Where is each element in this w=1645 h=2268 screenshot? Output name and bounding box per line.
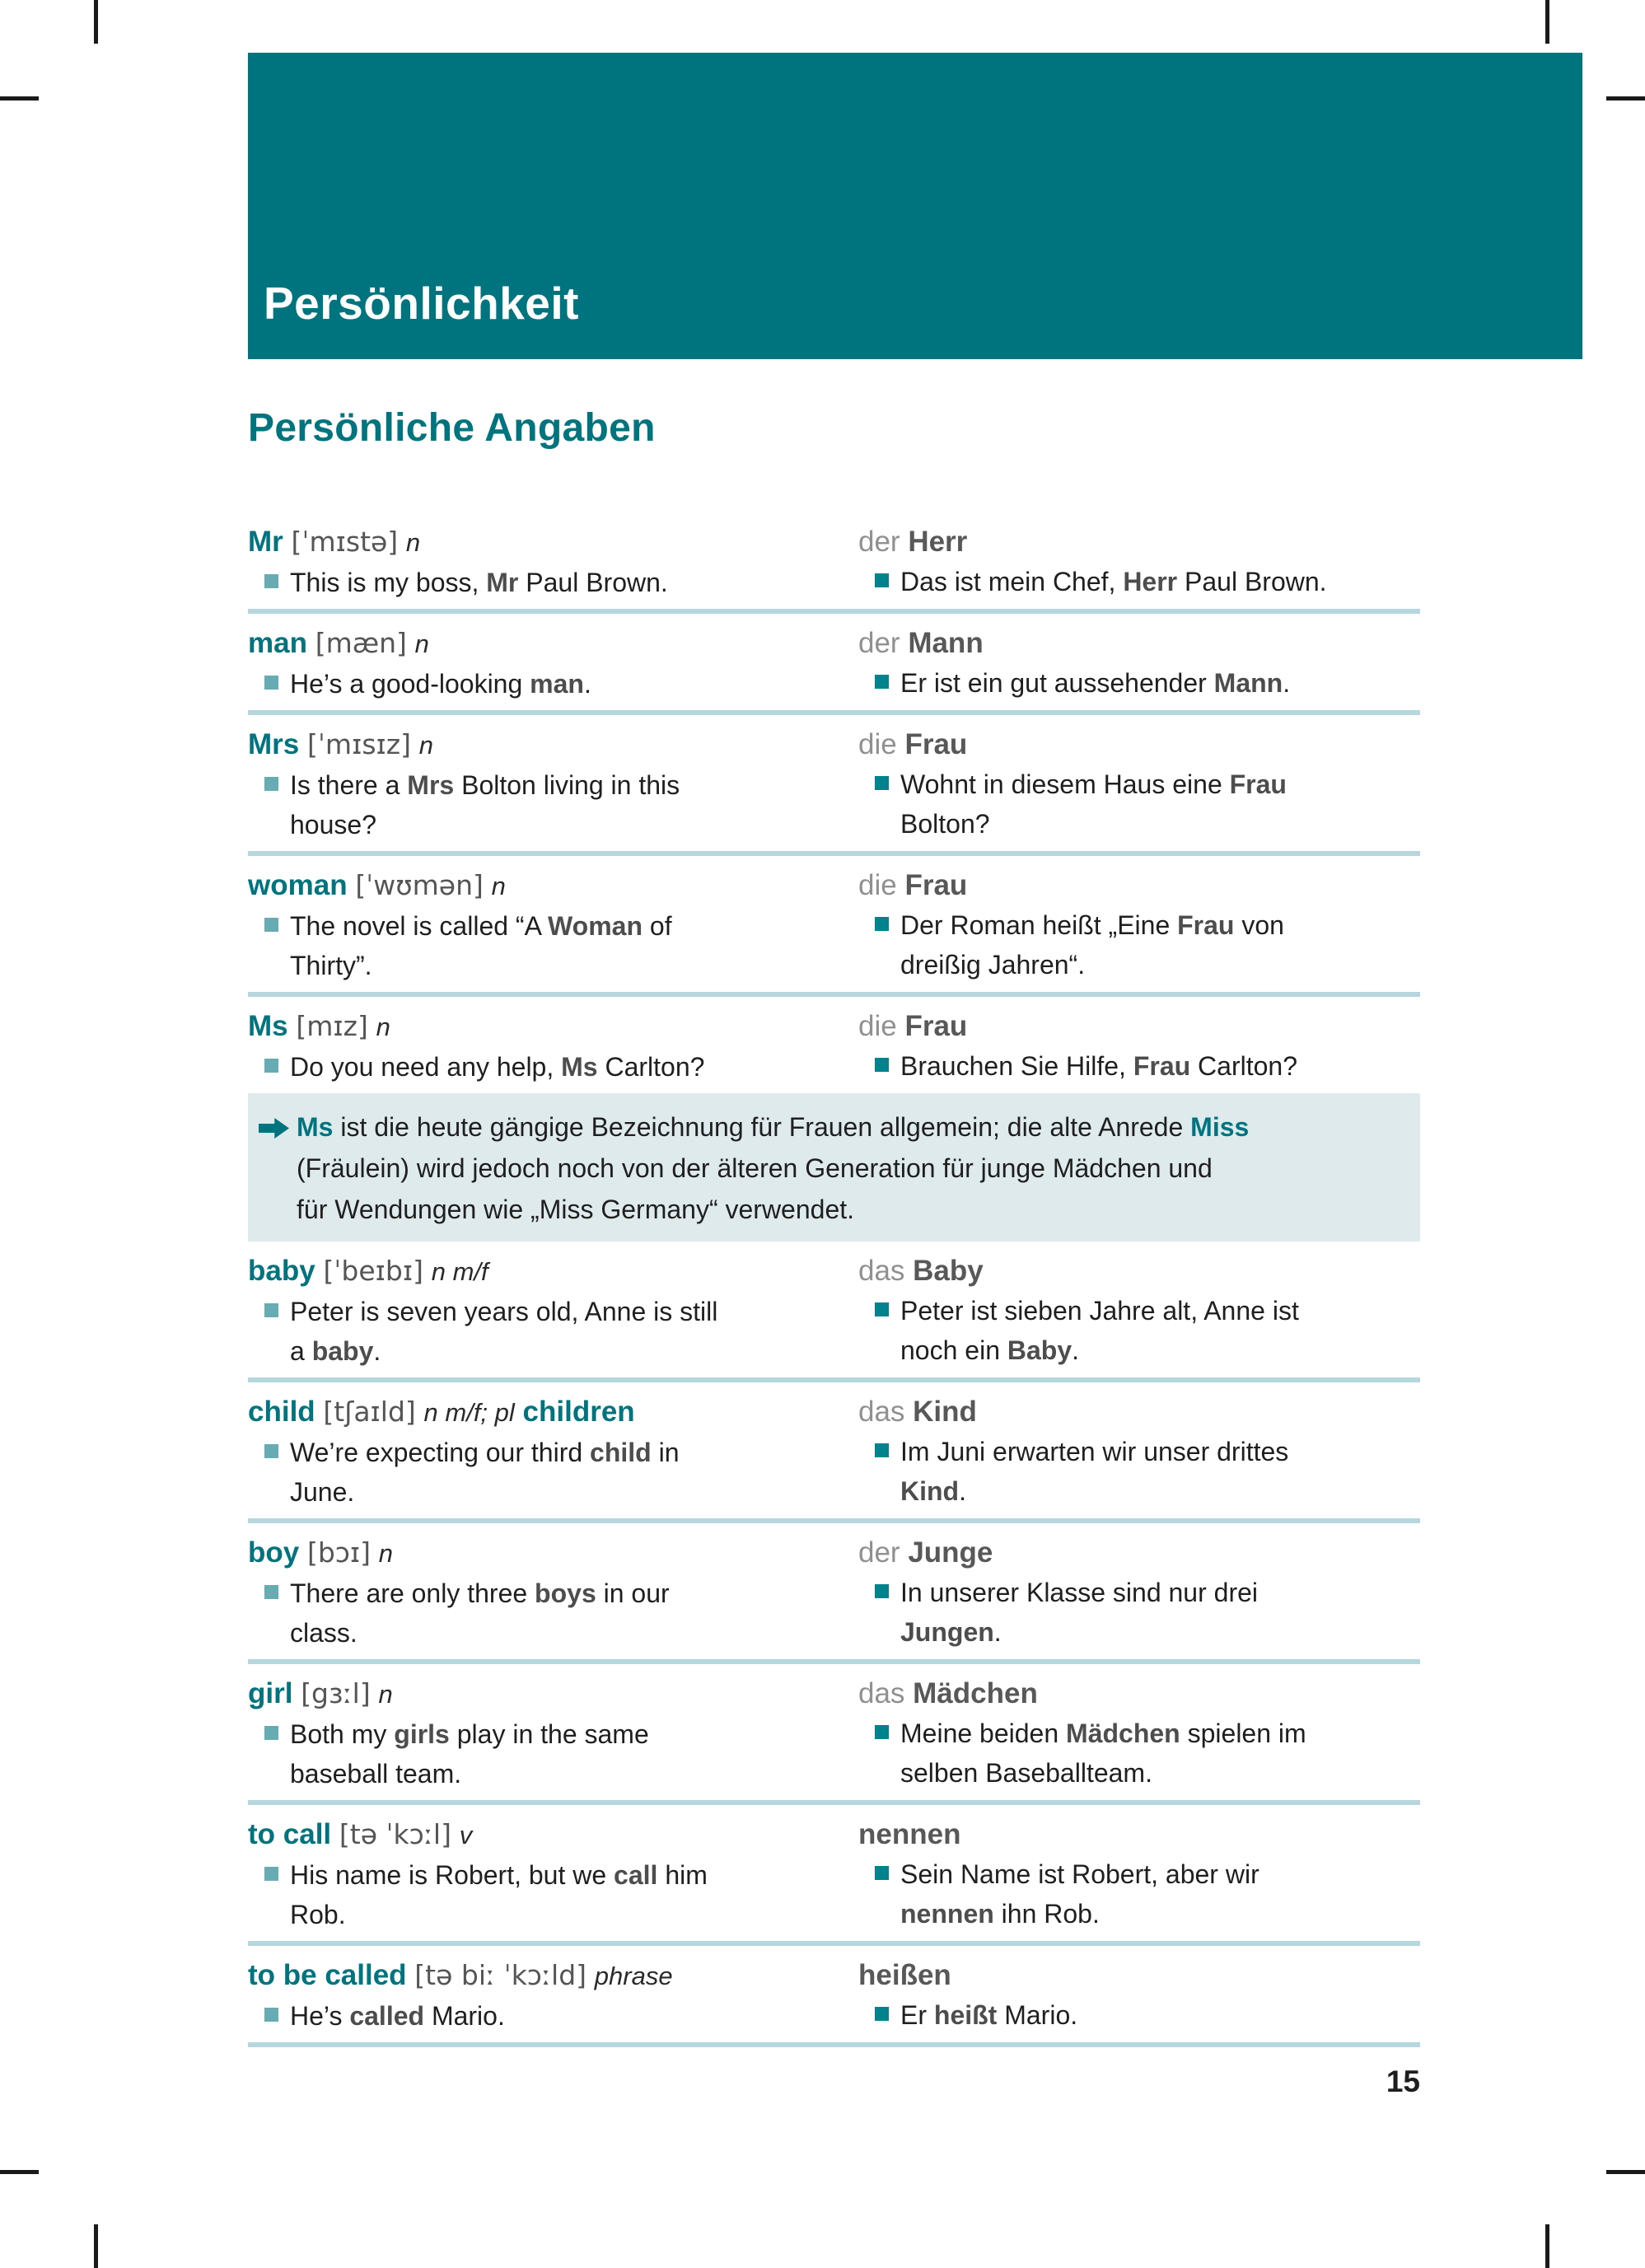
text-run: baseball team. bbox=[290, 1759, 462, 1789]
text-run: phrase bbox=[594, 1962, 673, 1990]
example-text-de bbox=[900, 668, 1290, 698]
text-run bbox=[371, 1677, 379, 1709]
crop-mark bbox=[1545, 2224, 1549, 2268]
headword-en bbox=[248, 624, 825, 664]
text-run: Junge bbox=[908, 1536, 993, 1569]
entry-english bbox=[248, 624, 858, 704]
entry-german bbox=[858, 1956, 1420, 2036]
text-run: Meine beiden bbox=[900, 1719, 1067, 1748]
text-run: Mädchen bbox=[913, 1677, 1038, 1709]
text-run: Mädchen bbox=[1066, 1719, 1180, 1748]
text-run: [ˈmɪstə] bbox=[291, 526, 399, 558]
text-run bbox=[315, 1396, 324, 1428]
headword-en bbox=[248, 1007, 825, 1047]
text-run: Thirty”. bbox=[290, 951, 372, 980]
example-de bbox=[858, 1714, 1420, 1793]
text-run: girls bbox=[394, 1719, 450, 1749]
crop-mark bbox=[1606, 96, 1645, 101]
text-run bbox=[371, 1536, 379, 1569]
bullet-square-icon bbox=[264, 777, 278, 791]
text-run: Ms bbox=[561, 1052, 598, 1082]
text-run: das bbox=[858, 1255, 914, 1287]
example-text-de bbox=[900, 1859, 1259, 1929]
bullet-square-icon bbox=[264, 1585, 278, 1599]
example-en bbox=[248, 1047, 825, 1087]
vocab-entry bbox=[248, 614, 1420, 715]
text-run: Miss bbox=[1190, 1112, 1250, 1142]
entry-english bbox=[248, 1533, 858, 1653]
text-run: die bbox=[858, 869, 905, 901]
headword-de bbox=[858, 624, 1420, 663]
text-run: Is there a bbox=[290, 770, 408, 800]
bullet-square-icon bbox=[264, 1867, 278, 1881]
text-run bbox=[307, 627, 315, 659]
headword-de bbox=[858, 1392, 1420, 1432]
entry-english bbox=[248, 1815, 858, 1934]
usage-note bbox=[248, 1093, 1420, 1242]
text-run: . bbox=[1072, 1335, 1080, 1365]
example-en bbox=[248, 1714, 825, 1793]
example-de bbox=[858, 1573, 1420, 1652]
example-text-en bbox=[290, 1719, 649, 1789]
bullet-square-icon bbox=[875, 1584, 889, 1598]
text-run bbox=[283, 526, 292, 558]
entry-english bbox=[248, 1674, 858, 1793]
text-run: heißen bbox=[858, 1959, 951, 1991]
text-run: Paul Brown. bbox=[518, 568, 668, 597]
text-run: die bbox=[858, 1010, 905, 1042]
bullet-square-icon bbox=[264, 2008, 278, 2022]
vocab-entry bbox=[248, 997, 1420, 1093]
text-run: Carlton? bbox=[597, 1052, 705, 1082]
text-run bbox=[348, 869, 356, 901]
text-run: Herr bbox=[908, 526, 968, 558]
crop-mark bbox=[0, 2170, 39, 2174]
text-run: das bbox=[858, 1677, 914, 1709]
example-text-de bbox=[900, 1578, 1258, 1647]
text-run: to be called bbox=[248, 1959, 407, 1991]
example-de bbox=[858, 1854, 1420, 1934]
text-run: [ˈwʊmən] bbox=[355, 869, 484, 901]
entry-english bbox=[248, 725, 858, 844]
example-de bbox=[858, 905, 1420, 984]
text-run: für Wendungen wie „Miss Germany“ verwendet. bbox=[297, 1195, 855, 1224]
text-run: This is my boss, bbox=[290, 568, 487, 597]
example-en bbox=[248, 1574, 825, 1653]
note-arrow-icon bbox=[259, 1118, 289, 1139]
text-run: Frau bbox=[1229, 769, 1287, 799]
text-run: v bbox=[459, 1821, 473, 1849]
text-run: in our bbox=[596, 1578, 670, 1608]
text-run: Woman bbox=[548, 911, 643, 941]
text-run bbox=[292, 1677, 301, 1709]
text-run: [tʃaɪld] bbox=[323, 1396, 416, 1428]
section-title: Persönliche Angaben bbox=[248, 406, 656, 450]
text-run: nennen bbox=[900, 1899, 994, 1929]
vocab-entry bbox=[248, 1664, 1420, 1805]
bullet-square-icon bbox=[875, 776, 889, 790]
example-text-de bbox=[900, 1051, 1297, 1081]
vocab-entry bbox=[248, 715, 1420, 856]
text-run: Jungen bbox=[900, 1617, 994, 1647]
example-en bbox=[248, 1855, 825, 1934]
text-run: Frau bbox=[904, 1010, 968, 1042]
text-run: der bbox=[858, 526, 909, 558]
example-text-de bbox=[900, 1296, 1299, 1365]
text-run: Carlton? bbox=[1190, 1051, 1297, 1081]
bullet-square-icon bbox=[875, 1725, 889, 1739]
text-run: Frau bbox=[1133, 1051, 1191, 1081]
bullet-square-icon bbox=[875, 675, 889, 689]
text-run: Frau bbox=[904, 728, 968, 760]
bullet-square-icon bbox=[875, 1443, 889, 1457]
example-en bbox=[248, 765, 825, 844]
text-run: Das ist mein Chef, bbox=[900, 567, 1124, 596]
text-run: dreißig Jahren“. bbox=[900, 950, 1086, 980]
headword-de bbox=[858, 1815, 1420, 1854]
example-en bbox=[248, 1996, 825, 2036]
crop-mark bbox=[94, 0, 98, 44]
example-text-en bbox=[290, 770, 680, 839]
vocab-entry bbox=[248, 1523, 1420, 1664]
example-de bbox=[858, 562, 1420, 601]
text-run: Mario. bbox=[997, 2000, 1078, 2030]
text-run bbox=[416, 1396, 424, 1428]
example-en bbox=[248, 563, 825, 602]
example-de bbox=[858, 1432, 1420, 1511]
text-run bbox=[299, 728, 307, 760]
chapter-banner bbox=[248, 53, 1582, 359]
text-run: Mr bbox=[248, 526, 283, 558]
example-de bbox=[858, 1046, 1420, 1086]
text-run: June. bbox=[290, 1477, 355, 1507]
example-de bbox=[858, 1995, 1420, 2035]
text-run: n bbox=[378, 1680, 393, 1709]
headword-en bbox=[248, 1392, 825, 1433]
vocab-entry bbox=[248, 512, 1420, 614]
text-run bbox=[398, 526, 406, 558]
example-text-en bbox=[290, 2001, 505, 2031]
text-run: der bbox=[858, 627, 909, 659]
entry-german bbox=[858, 1007, 1420, 1087]
text-run: class. bbox=[290, 1618, 358, 1648]
text-run: Der Roman heißt „Eine bbox=[900, 910, 1178, 940]
text-run: Ms bbox=[297, 1112, 334, 1142]
headword-de bbox=[858, 1251, 1420, 1291]
text-run: In unserer Klasse sind nur drei bbox=[900, 1578, 1258, 1607]
headword-en bbox=[248, 1674, 825, 1714]
headword-en bbox=[248, 1956, 825, 1996]
example-text-en bbox=[290, 1438, 680, 1507]
vocab-entry bbox=[248, 1382, 1420, 1523]
text-run: Wohnt in diesem Haus eine bbox=[900, 769, 1230, 799]
text-run: selben Baseballteam. bbox=[900, 1758, 1152, 1788]
entry-german bbox=[858, 1392, 1420, 1512]
entry-english bbox=[248, 866, 858, 985]
bullet-square-icon bbox=[875, 1866, 889, 1880]
text-run: [mɪz] bbox=[296, 1010, 368, 1042]
text-run: a bbox=[290, 1336, 312, 1366]
text-run: Sein Name ist Robert, aber wir bbox=[900, 1859, 1259, 1889]
bullet-square-icon bbox=[875, 1302, 889, 1316]
text-run: [gɜːl] bbox=[301, 1677, 371, 1709]
text-run: n m/f; pl bbox=[423, 1398, 515, 1427]
text-run: ihn Rob. bbox=[993, 1899, 1100, 1929]
example-en bbox=[248, 906, 825, 985]
headword-de bbox=[858, 522, 1420, 562]
vocab-entry bbox=[248, 1805, 1420, 1946]
text-run: noch ein bbox=[900, 1335, 1007, 1365]
text-run: von bbox=[1234, 910, 1284, 940]
headword-de bbox=[858, 725, 1420, 765]
crop-mark bbox=[1545, 0, 1549, 44]
page-number: 15 bbox=[1386, 2065, 1420, 2098]
text-run: boys bbox=[535, 1578, 596, 1608]
text-run bbox=[407, 1959, 415, 1991]
text-run: man bbox=[248, 627, 307, 659]
text-run bbox=[299, 1536, 307, 1569]
entry-german bbox=[858, 1533, 1420, 1653]
bullet-square-icon bbox=[875, 917, 889, 931]
text-run: He’s a good-looking bbox=[290, 669, 530, 699]
text-run: spielen im bbox=[1180, 1719, 1306, 1748]
example-en bbox=[248, 1433, 825, 1512]
entry-german bbox=[858, 522, 1420, 602]
text-run: Mrs bbox=[248, 728, 300, 760]
headword-de bbox=[858, 1007, 1420, 1046]
text-run: Mann bbox=[908, 627, 984, 659]
bullet-square-icon bbox=[264, 574, 278, 588]
entry-english bbox=[248, 1956, 858, 2036]
text-run bbox=[315, 1255, 324, 1287]
vocab-entry bbox=[248, 1242, 1420, 1382]
text-run bbox=[368, 1010, 376, 1042]
crop-mark bbox=[1606, 2170, 1645, 2174]
text-run: . bbox=[1283, 668, 1291, 698]
headword-en bbox=[248, 1815, 825, 1855]
text-run: nennen bbox=[858, 1818, 961, 1850]
text-run: ist die heute gängige Bezeichnung für Frauen allgemein; die alte Anrede bbox=[333, 1112, 1191, 1142]
text-run: n bbox=[378, 1539, 394, 1568]
text-run: child bbox=[248, 1396, 315, 1428]
example-text-de bbox=[900, 1719, 1306, 1788]
text-run: house? bbox=[290, 810, 376, 839]
chapter-title: Persönlichkeit bbox=[264, 278, 579, 329]
bullet-square-icon bbox=[264, 1303, 278, 1317]
text-run: baby bbox=[311, 1336, 374, 1366]
text-run: n m/f bbox=[431, 1257, 488, 1286]
text-run: Bolton? bbox=[900, 809, 990, 839]
example-text-en bbox=[290, 669, 591, 699]
example-text-de bbox=[900, 910, 1284, 980]
entry-english bbox=[248, 1392, 858, 1512]
text-run: man bbox=[530, 669, 584, 699]
text-run: Peter is seven years old, Anne is still bbox=[290, 1297, 718, 1326]
headword-de bbox=[858, 1533, 1420, 1573]
headword-en bbox=[248, 1533, 825, 1574]
text-run: woman bbox=[248, 869, 348, 901]
headword-de bbox=[858, 1956, 1420, 1995]
text-run: heißt bbox=[933, 2000, 998, 2030]
text-run: n bbox=[418, 731, 433, 760]
text-run bbox=[586, 1959, 595, 1991]
text-run: [bɔɪ] bbox=[306, 1536, 372, 1569]
text-run: Do you need any help, bbox=[290, 1052, 562, 1082]
bullet-square-icon bbox=[264, 1726, 278, 1740]
text-run: Kind bbox=[900, 1476, 960, 1506]
bullet-square-icon bbox=[264, 676, 278, 690]
example-text-en bbox=[290, 1297, 717, 1366]
entry-english bbox=[248, 522, 858, 602]
example-de bbox=[858, 1291, 1420, 1370]
text-run: He’s bbox=[290, 2001, 350, 2031]
example-text-en bbox=[290, 911, 672, 980]
text-run: . bbox=[993, 1617, 1002, 1647]
example-de bbox=[858, 765, 1420, 844]
text-run: Both my bbox=[290, 1719, 395, 1749]
text-run: Mario. bbox=[424, 2001, 505, 2031]
entry-german bbox=[858, 866, 1420, 985]
headword-en bbox=[248, 522, 825, 563]
text-run: n bbox=[491, 872, 506, 900]
headword-de bbox=[858, 1674, 1420, 1714]
text-run: das bbox=[858, 1396, 914, 1428]
text-run: Baby bbox=[913, 1255, 984, 1287]
text-run bbox=[331, 1818, 339, 1850]
bullet-square-icon bbox=[875, 1058, 889, 1072]
example-en bbox=[248, 1292, 825, 1371]
headword-en bbox=[248, 866, 825, 906]
text-run: die bbox=[858, 728, 905, 760]
example-text-de bbox=[900, 2000, 1077, 2030]
text-run: [ˈbeɪbɪ] bbox=[323, 1255, 423, 1287]
text-run: girl bbox=[248, 1677, 293, 1709]
text-run: Frau bbox=[904, 869, 968, 901]
text-run: in bbox=[651, 1438, 680, 1467]
example-text-en bbox=[290, 1052, 704, 1082]
text-run: The novel is called “A bbox=[290, 911, 549, 941]
vocab-entry bbox=[248, 856, 1420, 997]
entry-german bbox=[858, 1251, 1420, 1371]
text-run: n bbox=[414, 629, 429, 658]
bullet-square-icon bbox=[264, 1444, 278, 1458]
text-run: der bbox=[858, 1536, 909, 1569]
entry-german bbox=[858, 624, 1420, 704]
text-run: Paul Brown. bbox=[1177, 567, 1327, 596]
text-run: [tə biː ˈkɔːld] bbox=[414, 1959, 587, 1991]
text-run: . bbox=[959, 1476, 966, 1506]
entry-english bbox=[248, 1007, 858, 1087]
headword-en bbox=[248, 725, 825, 765]
text-run: Er bbox=[900, 2000, 934, 2030]
text-run: Mr bbox=[486, 568, 519, 597]
text-run: Baby bbox=[1007, 1335, 1073, 1365]
bullet-square-icon bbox=[875, 2007, 889, 2021]
text-run: of bbox=[643, 911, 672, 941]
text-run: boy bbox=[248, 1536, 300, 1569]
example-en bbox=[248, 664, 825, 704]
text-run: Ms bbox=[248, 1010, 288, 1042]
example-text-de bbox=[900, 1437, 1288, 1506]
example-text-en bbox=[290, 1860, 708, 1929]
text-run: [tə ˈkɔːl] bbox=[339, 1818, 451, 1850]
text-run: call bbox=[614, 1860, 658, 1890]
example-text-en bbox=[290, 1578, 670, 1648]
text-run: called bbox=[349, 2001, 425, 2031]
entry-english bbox=[248, 1251, 858, 1371]
text-run: . bbox=[373, 1336, 381, 1366]
vocab-list bbox=[248, 512, 1420, 2047]
crop-mark bbox=[94, 2224, 98, 2268]
text-run bbox=[407, 627, 415, 659]
text-run: We’re expecting our third bbox=[290, 1438, 591, 1467]
text-run bbox=[423, 1255, 432, 1287]
text-run: play in the same bbox=[449, 1719, 649, 1749]
example-text-de bbox=[900, 769, 1287, 839]
text-run: Mrs bbox=[407, 770, 455, 800]
text-run: There are only three bbox=[290, 1578, 535, 1608]
text-run: Brauchen Sie Hilfe, bbox=[900, 1051, 1133, 1081]
example-de bbox=[858, 663, 1420, 703]
bullet-square-icon bbox=[264, 918, 278, 932]
text-run: His name is Robert, but we bbox=[290, 1860, 615, 1890]
text-run: n bbox=[405, 528, 421, 557]
text-run: . bbox=[583, 669, 591, 699]
text-run: Er ist ein gut aussehender bbox=[900, 668, 1214, 698]
example-text-de bbox=[900, 567, 1327, 596]
headword-de bbox=[858, 866, 1420, 905]
text-run: baby bbox=[248, 1255, 315, 1287]
bullet-square-icon bbox=[875, 573, 889, 587]
text-run: (Fräulein) wird jedoch noch von der älteren Generation für junge Mädchen und bbox=[297, 1153, 1213, 1183]
text-run: [ˈmɪsɪz] bbox=[306, 728, 411, 760]
text-run: Bolton living in this bbox=[454, 770, 680, 800]
text-run: Herr bbox=[1123, 567, 1178, 596]
note-text bbox=[297, 1106, 1395, 1230]
text-run: Im Juni erwarten wir unser drittes bbox=[900, 1437, 1289, 1466]
text-run bbox=[411, 728, 419, 760]
text-run: him bbox=[657, 1860, 708, 1890]
text-run: Frau bbox=[1177, 910, 1235, 940]
text-run bbox=[451, 1818, 460, 1850]
text-run: children bbox=[522, 1396, 635, 1428]
crop-mark bbox=[0, 96, 39, 101]
bullet-square-icon bbox=[264, 1059, 278, 1073]
headword-en bbox=[248, 1251, 825, 1292]
text-run: Peter ist sieben Jahre alt, Anne ist bbox=[900, 1296, 1299, 1326]
text-run bbox=[484, 869, 492, 901]
example-text-en bbox=[290, 568, 668, 597]
vocab-entry bbox=[248, 1946, 1420, 2047]
text-run: Rob. bbox=[290, 1900, 346, 1929]
text-run: Kind bbox=[913, 1396, 977, 1428]
entry-german bbox=[858, 1815, 1420, 1934]
text-run bbox=[288, 1010, 297, 1042]
text-run bbox=[515, 1396, 523, 1428]
entry-german bbox=[858, 1674, 1420, 1793]
entry-german bbox=[858, 725, 1420, 844]
text-run: Mann bbox=[1213, 668, 1283, 698]
text-run: to call bbox=[248, 1818, 332, 1850]
text-run: [mæn] bbox=[315, 627, 407, 659]
text-run: child bbox=[590, 1438, 652, 1467]
text-run: n bbox=[376, 1012, 390, 1041]
